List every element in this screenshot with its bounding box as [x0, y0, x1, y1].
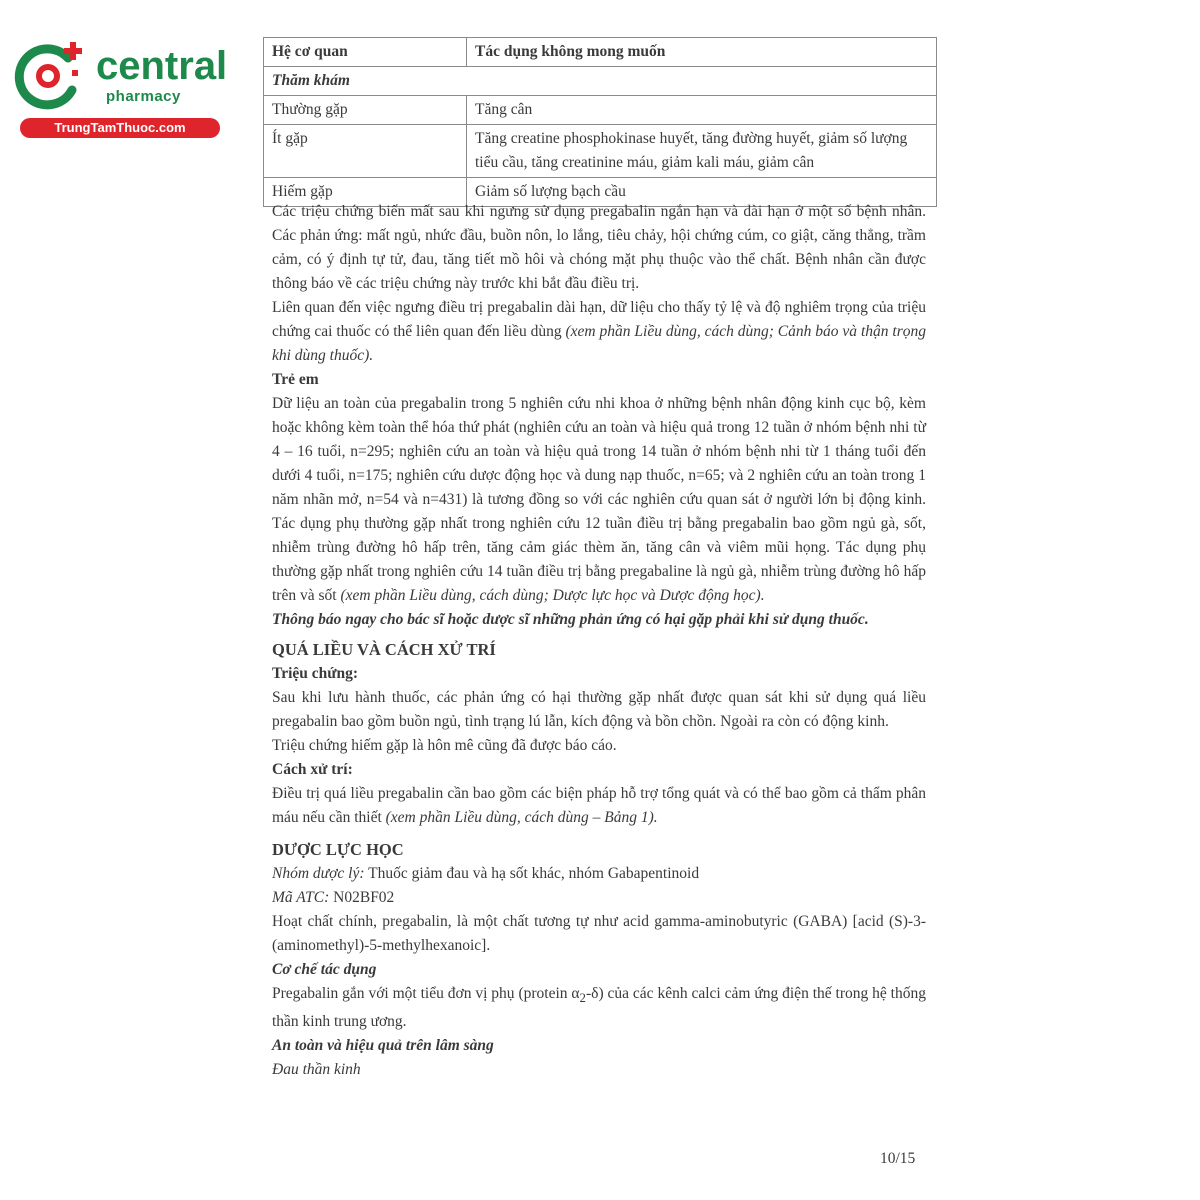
table-cell-effect: Giảm số lượng bạch cầu: [467, 178, 937, 207]
paragraph-text: -δ) của các kênh calci cảm ứng điện thế trong hệ thống thần kinh trung ương.: [272, 985, 926, 1031]
table-cell-frequency: Ít gặp: [264, 125, 467, 178]
cross-reference: (xem phần Liều dùng, cách dùng – Bảng 1).: [385, 809, 658, 826]
atc-code: [272, 886, 926, 910]
paragraph-pediatric-safety: [272, 392, 926, 608]
pharmacological-group: [272, 862, 926, 886]
paragraph-mechanism: [272, 982, 926, 1034]
group-value: Thuốc giảm đau và hạ sốt khác, nhóm Gabapentinoid: [364, 865, 700, 882]
page-number: 10/15: [880, 1150, 916, 1167]
group-label: Nhóm dược lý:: [272, 865, 365, 882]
table-cell-frequency: Thường gặp: [264, 96, 467, 125]
paragraph-rare-symptoms: Triệu chứng hiếm gặp là hôn mê cũng đã được báo cáo.: [272, 737, 617, 754]
table-header-organ: Hệ cơ quan: [264, 38, 467, 67]
table-section-row: [264, 67, 937, 96]
paragraph-text: Pregabalin gắn với một tiểu đơn vị phụ (protein α: [272, 985, 580, 1002]
heading-overdose: QUÁ LIỀU VÀ CÁCH XỬ TRÍ: [272, 640, 496, 659]
cross-reference: (xem phần Liều dùng, cách dùng; Dược lực học và Dược động học).: [340, 587, 765, 604]
paragraph-long-term-withdrawal: [272, 296, 926, 368]
subheading-neuropathic-pain: Đau thần kinh: [272, 1061, 361, 1079]
table-section-label: Thăm khám: [264, 67, 937, 96]
document-body: [272, 200, 926, 1082]
atc-label: Mã ATC:: [272, 889, 330, 906]
paragraph-overdose-treatment: [272, 782, 926, 830]
table-header-row: [264, 38, 937, 67]
document-page: [263, 37, 937, 207]
logo-brand: central: [96, 44, 228, 88]
atc-value: N02BF02: [329, 889, 395, 906]
pharmacy-logo: [10, 36, 228, 136]
logo-subtitle: pharmacy: [106, 88, 181, 105]
table-cell-effect: Tăng cân: [467, 96, 937, 125]
paragraph-active-ingredient: Hoạt chất chính, pregabalin, là một chất tương tự như acid gamma-aminobutyric (GABA) [acid (S)-3-(aminomethyl)-5-methylhexanoic].: [272, 913, 926, 954]
adverse-effects-table: [263, 37, 937, 207]
cross-reference: (xem phần Liều dùng, cách dùng; Cảnh báo và thận trọng khi dùng thuốc).: [272, 323, 926, 364]
central-pharmacy-logo-icon: [10, 36, 90, 116]
paragraph-withdrawal-symptoms: Các triệu chứng biến mất sau khi ngưng sử dụng pregabalin ngắn hạn và dài hạn ở một số bệnh nhân. Các phản ứng: mất ngủ, nhức đầu, buồn nôn, lo lắng, tiêu chảy, hội chứng cúm, co giật, căng thẳng, trầm cảm, có ý định tự tử, đau, tăng tiết mồ hôi và chóng mặt phụ thuộc vào thể chất. Bệnh nhân cần được thông báo về các triệu chứng này trước khi bắt đầu điều trị.: [272, 203, 926, 292]
heading-children: Trẻ em: [272, 371, 319, 388]
subheading-treatment: Cách xử trí:: [272, 761, 353, 778]
paragraph-overdose-symptoms: Sau khi lưu hành thuốc, các phản ứng có hại thường gặp nhất được quan sát khi sử dụng quá liều pregabalin bao gồm buồn ngủ, tình trạng lú lẫn, kích động và bồn chồn. Ngoài ra còn có động kinh.: [272, 689, 926, 730]
subheading-mechanism: Cơ chế tác dụng: [272, 961, 377, 978]
table-cell-frequency: Hiếm gặp: [264, 178, 467, 207]
notice-report-adverse: Thông báo ngay cho bác sĩ hoặc dược sĩ những phản ứng có hại gặp phải khi sử dụng thuốc.: [272, 611, 869, 628]
subheading-symptoms: Triệu chứng:: [272, 665, 359, 682]
subheading-clinical-efficacy: An toàn và hiệu quả trên lâm sàng: [272, 1037, 494, 1055]
subscript: 2: [579, 990, 586, 1006]
paragraph-text: Liên quan đến việc ngưng điều trị pregabalin dài hạn, dữ liệu cho thấy tỷ lệ và độ nghiêm trọng của triệu chứng cai thuốc có thể liên quan đến liều dùng: [272, 299, 926, 340]
paragraph-text: Dữ liệu an toàn của pregabalin trong 5 nghiên cứu nhi khoa ở những bệnh nhân động kinh cục bộ, kèm hoặc không kèm toàn thể hóa thứ phát (nghiên cứu an toàn và hiệu quả trong 12 tuần ở nhóm bệnh nhi từ 4 – 16 tuổi, n=295; nghiên cứu an toàn và hiệu quả trong 14 tuần ở nhóm bệnh nhi từ 1 tháng tuổi đến dưới 4 tuổi, n=175; nghiên cứu dược động học và dung nạp thuốc, n=65; và 2 nghiên cứu an toàn trong 1 năm nhãn mở, n=54 và n=431) là tương đồng so với các nghiên cứu quan sát ở người lớn bị động kinh. Tác dụng phụ thường gặp nhất trong nghiên cứu 12 tuần điều trị bằng pregabalin bao gồm ngủ gà, sốt, nhiễm trùng đường hô hấp trên, tăng cảm giác thèm ăn, tăng cân và viêm mũi họng. Tác dụng phụ thường gặp nhất trong nghiên cứu 14 tuần điều trị bằng pregabaline là ngủ gà, nhiễm trùng đường hô hấp trên và sốt: [272, 395, 926, 604]
table-row: [264, 96, 937, 125]
table-header-effects: Tác dụng không mong muốn: [467, 38, 937, 67]
table-cell-effect: Tăng creatine phosphokinase huyết, tăng đường huyết, giảm số lượng tiểu cầu, tăng creatinine máu, giảm kali máu, giảm cân: [467, 125, 937, 178]
heading-pharmacodynamics: DƯỢC LỰC HỌC: [272, 840, 404, 859]
table-row: [264, 125, 937, 178]
logo-website: TrungTamThuoc.com: [20, 118, 220, 138]
paragraph-text: Điều trị quá liều pregabalin cần bao gồm các biện pháp hỗ trợ tổng quát và có thể bao gồm cả thẩm phân máu nếu cần thiết: [272, 785, 926, 826]
